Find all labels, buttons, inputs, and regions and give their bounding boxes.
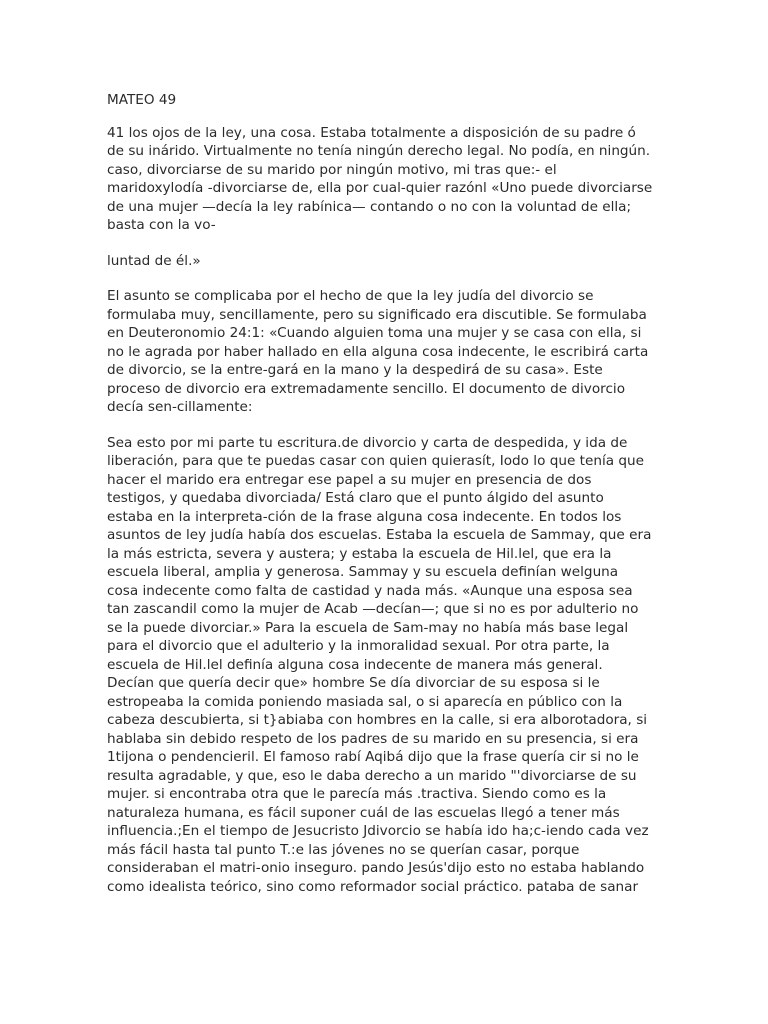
text-line: maridoxylodía -divorciarse de, ella por cual-quier razónl «Uno puede divorciarse bbox=[107, 180, 653, 196]
page-heading: MATEO 49 bbox=[107, 92, 177, 108]
paragraph bbox=[107, 287, 687, 417]
text-line: la más estricta, severa y austera; y estaba la escuela de Hil.lel, que era la bbox=[107, 545, 612, 562]
text-line: estaba en la interpreta-ción de la frase alguna cosa indecente. En todos los bbox=[107, 508, 622, 525]
text-line: más fácil hasta tal punto T.:e las jóvenes no se querían casar, porque bbox=[107, 841, 580, 858]
text-line: estropeaba la comida poniendo masiada sal, o si aparecía en público con la bbox=[107, 693, 623, 710]
text-line: no le agrada por haber hallado en ella alguna cosa indecente, le escribirá carta bbox=[107, 343, 649, 360]
text-line: para el divorcio que el adulterio y la inmoralidad sexual. Por otra parte, la bbox=[107, 638, 610, 654]
text-line: escuela liberal, amplia y generosa. Sammay y su escuela definían welguna bbox=[107, 564, 619, 580]
text-line: basta con la vo- bbox=[107, 217, 216, 233]
document-body bbox=[107, 124, 687, 897]
text-line: se la puede divorciar.» Para la escuela de Sam-may no había más base legal bbox=[107, 619, 629, 636]
text-line: caso, divorciarse de su marido por ningún motivo, mi tras que:- el bbox=[107, 161, 557, 178]
text-line: influencia.;En el tiempo de Jesucristo Jdivorcio se había ido ha;c-iendo cada vez bbox=[107, 823, 649, 839]
text-line: testigos, y quedaba divorciada/ Está claro que el punto álgido del asunto bbox=[107, 490, 604, 506]
text-line: de su inárido. Virtualmente no tenía ningún derecho legal. No podía, en ningún. bbox=[107, 143, 651, 159]
text-line: consideraban el matri-onio inseguro. pando Jesús'dijo esto no estaba hablando bbox=[107, 860, 645, 876]
text-line: liberación, para que te puedas casar con quien quierasít, Iodo lo que tenía que bbox=[107, 453, 644, 469]
text-line: hacer el marido era entregar ese papel a su mujer en presencia de dos bbox=[107, 471, 592, 488]
text-line: hablaba sin debido respeto de los padres de su marido en su presencia, si era bbox=[107, 730, 639, 747]
paragraph bbox=[107, 252, 687, 271]
text-line: como idealista teórico, sino como reformador social práctico. pataba de sanar bbox=[107, 878, 639, 895]
document-page bbox=[107, 91, 687, 913]
text-line: Sea esto por mi parte tu escritura.de divorcio y carta de despedida, y ida de bbox=[107, 434, 628, 451]
text-line: tan zascandil como la mujer de Acab —decían—; que si no es por adulterio no bbox=[107, 601, 639, 617]
text-line: en Deuteronomio 24:1: «Cuando alguien toma una mujer y se casa con ella, si bbox=[107, 325, 642, 341]
text-line: resulta agradable, y que, eso le daba derecho a un marido "'divorciarse de su bbox=[107, 767, 637, 784]
text-line: formulaba muy, sencillamente, pero su significado era discutible. Se formulaba bbox=[107, 306, 647, 323]
text-line: cabeza descubierta, si t}abiaba con hombres en la calle, si era alborotadora, si bbox=[107, 712, 648, 728]
text-line: luntad de él.» bbox=[107, 252, 201, 269]
text-line: 1tijona o pendencieril. El famoso rabí Aqibá dijo que la frase quería cir si no le bbox=[107, 749, 639, 765]
text-line: de una mujer —decía la ley rabínica— contando o no con la voluntad de ella; bbox=[107, 198, 632, 215]
text-line: mujer. si encontraba otra que le parecía más .tractiva. Siendo como es la bbox=[107, 786, 607, 802]
text-line: Decían que quería decir que» hombre Se día divorciar de su esposa si le bbox=[107, 675, 600, 691]
text-line: escuela de Hil.lel definía alguna cosa indecente de manera más general. bbox=[107, 656, 603, 673]
text-line: proceso de divorcio era extremadamente sencillo. El documento de divorcio bbox=[107, 380, 626, 397]
paragraph bbox=[107, 434, 687, 897]
text-line: asuntos de ley judía había dos escuelas. Estaba la escuela de Sammay, que era bbox=[107, 527, 652, 543]
paragraph bbox=[107, 124, 687, 235]
text-line: decía sen-cillamente: bbox=[107, 399, 253, 415]
text-line: 41 los ojos de la ley, una cosa. Estaba totalmente a disposición de su padre ó bbox=[107, 124, 636, 141]
text-line: naturaleza humana, es fácil suponer cuál de las escuelas llegó a tener más bbox=[107, 804, 620, 821]
text-line: El asunto se complicaba por el hecho de que la ley judía del divorcio se bbox=[107, 288, 594, 304]
text-line: de divorcio, se la entre-gará en la mano y la despedirá de su casa». Este bbox=[107, 362, 603, 378]
text-line: cosa indecente como falta de castidad y nada más. «Aunque una esposa sea bbox=[107, 582, 633, 599]
